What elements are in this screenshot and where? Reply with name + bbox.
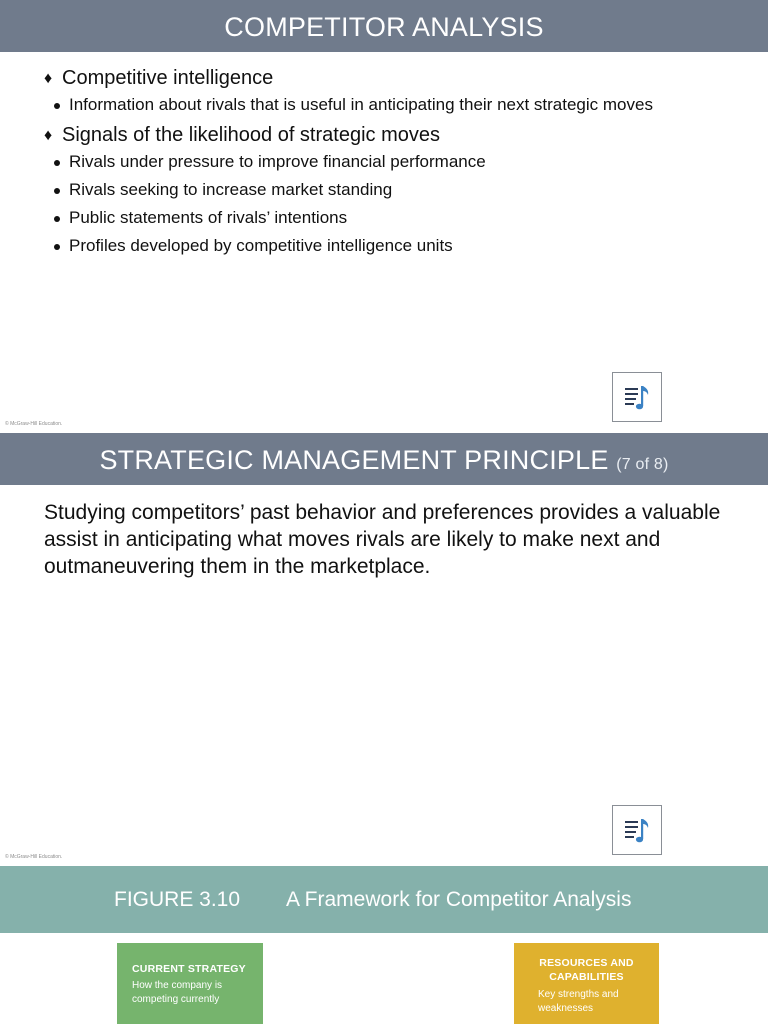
bullet-list	[44, 64, 734, 262]
slide-title-subtitle: (7 of 8)	[616, 456, 669, 473]
diamond-bullet-icon: ♦	[44, 70, 53, 87]
dot-bullet-icon	[54, 160, 60, 166]
copyright-notice: © McGraw-Hill Education.	[5, 854, 63, 860]
figure-number: FIGURE 3.10	[114, 888, 241, 911]
slide-competitor-analysis	[0, 0, 768, 432]
sub-bullet-item	[44, 150, 734, 174]
audio-playlist-icon	[623, 817, 651, 845]
dot-bullet-icon	[54, 244, 60, 250]
slide-title	[0, 0, 768, 52]
sub-bullet-text: Rivals seeking to increase market standing	[69, 180, 393, 199]
sub-bullet-item	[44, 178, 734, 202]
figure-title-bar	[0, 866, 768, 933]
figure-title: A Framework for Competitor Analysis	[286, 888, 632, 911]
audio-button[interactable]	[612, 805, 662, 855]
sub-bullet-text: Public statements of rivals’ intentions	[69, 208, 348, 227]
slide-strategic-principle	[0, 433, 768, 866]
sub-bullet-list	[44, 150, 734, 258]
slide-figure-competitor-framework	[0, 866, 768, 1024]
bullet-item	[44, 121, 734, 150]
sub-bullet-text: Information about rivals that is useful in anticipating their next strategic moves	[69, 95, 653, 114]
dot-bullet-icon	[54, 216, 60, 222]
slide-title-text: STRATEGIC MANAGEMENT PRINCIPLE	[99, 445, 609, 475]
diamond-bullet-icon: ♦	[44, 127, 53, 144]
sub-bullet-item	[44, 234, 734, 258]
box-heading: RESOURCES AND CAPABILITIES	[539, 957, 634, 983]
audio-playlist-icon	[623, 384, 651, 412]
audio-button[interactable]	[612, 372, 662, 422]
sub-bullet-text: Profiles developed by competitive intelligence units	[69, 236, 453, 255]
bullet-item	[44, 64, 734, 93]
framework-box-resources-capabilities	[514, 943, 659, 1024]
dot-bullet-icon	[54, 103, 60, 109]
bullet-text: Competitive intelligence	[62, 67, 274, 89]
bullet-text: Signals of the likelihood of strategic moves	[62, 124, 440, 146]
box-body: Key strengths and weaknesses	[538, 989, 619, 1014]
slide-title	[0, 433, 768, 485]
sub-bullet-item	[44, 206, 734, 230]
sub-bullet-list	[44, 93, 734, 117]
dot-bullet-icon	[54, 188, 60, 194]
box-body: How the company is competing currently	[132, 980, 223, 1005]
framework-box-current-strategy	[117, 943, 263, 1024]
copyright-notice: © McGraw-Hill Education.	[5, 421, 63, 427]
slide-title-text: COMPETITOR ANALYSIS	[224, 12, 544, 42]
sub-bullet-text: Rivals under pressure to improve financial performance	[69, 152, 486, 171]
principle-text: Studying competitors’ past behavior and preferences provides a valuable assist in anticipating what moves rivals are likely to make next and outmaneuvering them in the marketplace.	[44, 501, 721, 578]
sub-bullet-item	[44, 93, 734, 117]
box-heading: CURRENT STRATEGY	[132, 963, 246, 975]
